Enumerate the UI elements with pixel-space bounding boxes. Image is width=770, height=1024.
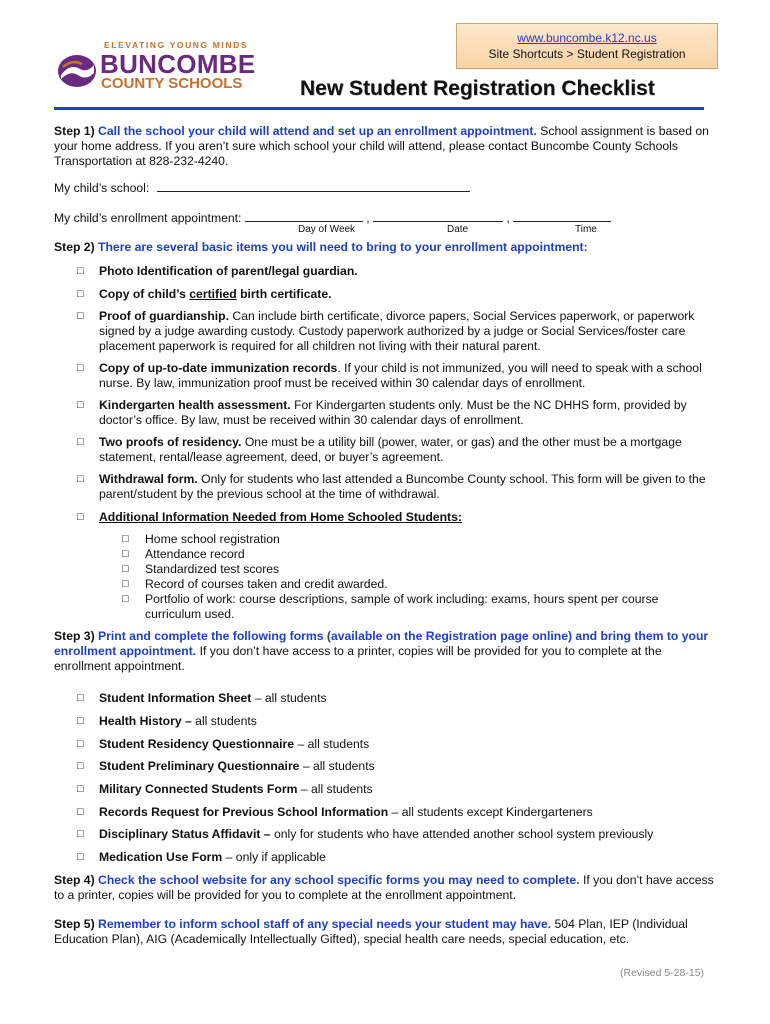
logo-name: BUNCOMBE bbox=[100, 49, 256, 79]
step4-paragraph bbox=[54, 873, 719, 903]
step1-label: Step 1) bbox=[54, 124, 95, 138]
checkbox[interactable]: □ bbox=[77, 362, 84, 374]
item-title: Two proofs of residency. bbox=[99, 435, 242, 449]
item-text: . If your child is not immunized, you will need to speak with a school nurse. By law, immunization proof must be received within 30 calendar days of enrollment. bbox=[99, 361, 702, 390]
checkbox[interactable]: □ bbox=[122, 533, 129, 545]
list-item bbox=[99, 805, 721, 820]
step5-paragraph bbox=[54, 917, 719, 947]
item-title: Kindergarten health assessment. bbox=[99, 398, 291, 412]
list-item bbox=[99, 264, 721, 279]
checkbox[interactable]: □ bbox=[122, 563, 129, 575]
step3-lead: Print and complete the following forms (available on the Registration page online) and bring them to your enrollment appointment. bbox=[54, 629, 709, 658]
checkbox[interactable]: □ bbox=[77, 310, 84, 322]
checkbox[interactable]: □ bbox=[77, 851, 84, 863]
step3-paragraph bbox=[54, 629, 719, 674]
form-note: only for students who have attended another school system previously bbox=[270, 827, 654, 841]
step1-text: School assignment is based on your home address. If you aren’t sure which school your child will attend, please contact Buncombe County Schools Transportation at 828-232-4240. bbox=[54, 124, 709, 168]
item-text: Can include birth certificate, divorce papers, Social Services paperwork, or paperwork signed by a judge awarding custody. Custody paperwork authorized by a judge or Social Services/foster care placement paperwork is required for all children not living with their natural parent. bbox=[99, 309, 695, 353]
form-note: – all students except Kindergarteners bbox=[388, 805, 593, 819]
separator: , bbox=[366, 211, 370, 225]
checkbox[interactable]: □ bbox=[77, 399, 84, 411]
appointment-label: My child’s enrollment appointment: bbox=[54, 211, 242, 225]
day-caption: Day of Week bbox=[298, 224, 356, 235]
list-item bbox=[99, 309, 721, 354]
form-name: Medication Use Form bbox=[99, 850, 223, 864]
logo-subname: COUNTY SCHOOLS bbox=[101, 75, 243, 92]
item-title: Additional Information Needed from Home Schooled Students: bbox=[99, 510, 462, 524]
sub-list-item: Standardized test scores bbox=[145, 562, 280, 576]
step2-label: Step 2) bbox=[54, 240, 95, 254]
checkbox[interactable]: □ bbox=[77, 265, 84, 277]
form-name: Student Preliminary Questionnaire bbox=[99, 759, 300, 773]
step1-paragraph bbox=[54, 124, 719, 169]
checkbox[interactable]: □ bbox=[122, 593, 129, 605]
site-shortcut-text: Site Shortcuts > Student Registration bbox=[488, 47, 686, 61]
school-field-label: My child’s school: bbox=[54, 181, 150, 195]
item-title: Copy of up-to-date immunization records bbox=[99, 361, 338, 375]
checkbox[interactable]: □ bbox=[77, 473, 84, 485]
school-field[interactable] bbox=[157, 180, 470, 192]
checkbox[interactable]: □ bbox=[77, 288, 84, 300]
step5-label: Step 5) bbox=[54, 917, 95, 931]
appointment-date-field[interactable] bbox=[373, 210, 503, 222]
checkbox[interactable]: □ bbox=[77, 511, 84, 523]
form-name: Military Connected Students Form bbox=[99, 782, 298, 796]
item-title-underlined: certified bbox=[189, 287, 237, 301]
item-title: Photo Identification of parent/legal guardian. bbox=[99, 264, 358, 278]
item-title: Withdrawal form. bbox=[99, 472, 198, 486]
form-name: Student Information Sheet bbox=[99, 691, 252, 705]
form-note: all students bbox=[191, 714, 257, 728]
list-item bbox=[99, 435, 721, 465]
list-item bbox=[99, 714, 721, 729]
list-item bbox=[99, 361, 721, 391]
step5-text: 504 Plan, IEP (Individual Education Plan), AIG (Academically Intellectually Gifted), special health care needs, special education, etc. bbox=[54, 917, 688, 946]
sub-list-item: Portfolio of work: course descriptions, sample of work including: exams, hours spent per course curriculum used. bbox=[145, 592, 659, 621]
page-title: New Student Registration Checklist bbox=[300, 77, 655, 100]
checkbox[interactable]: □ bbox=[77, 760, 84, 772]
sub-list-item: Record of courses taken and credit awarded. bbox=[145, 577, 388, 591]
school-emblem-icon bbox=[56, 53, 98, 89]
list-item bbox=[99, 510, 721, 525]
item-title-end: birth certificate. bbox=[236, 287, 332, 301]
form-name: Records Request for Previous School Information bbox=[99, 805, 389, 819]
sub-list-item: Attendance record bbox=[145, 547, 245, 561]
step4-label: Step 4) bbox=[54, 873, 95, 887]
revision-date: (Revised 5-28-15) bbox=[620, 967, 705, 979]
step2-heading bbox=[54, 240, 719, 255]
step4-text: If you don’t have access to a printer, copies will be provided for you to complete at the enrollment appointment. bbox=[54, 873, 714, 902]
list-item bbox=[99, 827, 721, 842]
date-caption: Date bbox=[447, 224, 469, 235]
form-note: – all students bbox=[299, 759, 375, 773]
logo-tagline: ELEVATING YOUNG MINDS bbox=[104, 40, 249, 50]
site-shortcut-box bbox=[456, 23, 718, 69]
list-item bbox=[99, 737, 721, 752]
form-note: – all students bbox=[251, 691, 327, 705]
item-title: Proof of guardianship. bbox=[99, 309, 229, 323]
checkbox[interactable]: □ bbox=[77, 783, 84, 795]
school-field-row bbox=[54, 180, 719, 196]
step3-label: Step 3) bbox=[54, 629, 95, 643]
list-item bbox=[99, 850, 721, 865]
checkbox[interactable]: □ bbox=[77, 436, 84, 448]
list-item bbox=[99, 398, 721, 428]
appointment-day-field[interactable] bbox=[245, 210, 363, 222]
step5-lead: Remember to inform school staff of any special needs your student may have. bbox=[98, 917, 552, 931]
sub-list-item: Home school registration bbox=[145, 532, 280, 546]
checkbox[interactable]: □ bbox=[77, 738, 84, 750]
step1-lead: Call the school your child will attend and set up an enrollment appointment. bbox=[98, 124, 537, 138]
checkbox[interactable]: □ bbox=[77, 692, 84, 704]
time-caption: Time bbox=[575, 224, 597, 235]
step2-lead: There are several basic items you will need to bring to your enrollment appointment: bbox=[98, 240, 588, 254]
step4-lead: Check the school website for any school specific forms you may need to complete. bbox=[98, 873, 580, 887]
list-item bbox=[99, 472, 721, 502]
list-item bbox=[99, 691, 721, 706]
checkbox[interactable]: □ bbox=[77, 715, 84, 727]
checkbox[interactable]: □ bbox=[122, 578, 129, 590]
checkbox[interactable]: □ bbox=[77, 828, 84, 840]
list-item bbox=[99, 759, 721, 774]
form-name: Health History – bbox=[99, 714, 192, 728]
website-link[interactable]: www.buncombe.k12.nc.us bbox=[517, 31, 657, 45]
appointment-row bbox=[54, 210, 719, 226]
checkbox[interactable]: □ bbox=[122, 548, 129, 560]
item-title: Copy of child’s bbox=[99, 287, 190, 301]
form-note: – all students bbox=[297, 782, 373, 796]
form-name: Disciplinary Status Affidavit – bbox=[99, 827, 271, 841]
checkbox[interactable]: □ bbox=[77, 806, 84, 818]
title-divider bbox=[54, 107, 704, 110]
step3-text: If you don’t have access to a printer, copies will be provided for you to complete at the enrollment appointment. bbox=[54, 644, 662, 673]
item-text: Only for students who last attended a Buncombe County school. This form will be given to the parent/student by the previous school at the time of withdrawal. bbox=[99, 472, 706, 501]
appointment-time-field[interactable] bbox=[513, 210, 611, 222]
list-item bbox=[99, 782, 721, 797]
form-note: – only if applicable bbox=[222, 850, 326, 864]
separator: , bbox=[506, 211, 510, 225]
list-item bbox=[99, 287, 721, 302]
form-note: – all students bbox=[294, 737, 370, 751]
item-text: For Kindergarten students only. Must be the NC DHHS form, provided by doctor’s office. By law, must be received within 30 calendar days of enrollment. bbox=[99, 398, 687, 427]
item-text: One must be a utility bill (power, water, or gas) and the other must be a mortgage statement, rental/lease agreement, deed, or buyer’s agreement. bbox=[99, 435, 682, 464]
form-name: Student Residency Questionnaire bbox=[99, 737, 295, 751]
